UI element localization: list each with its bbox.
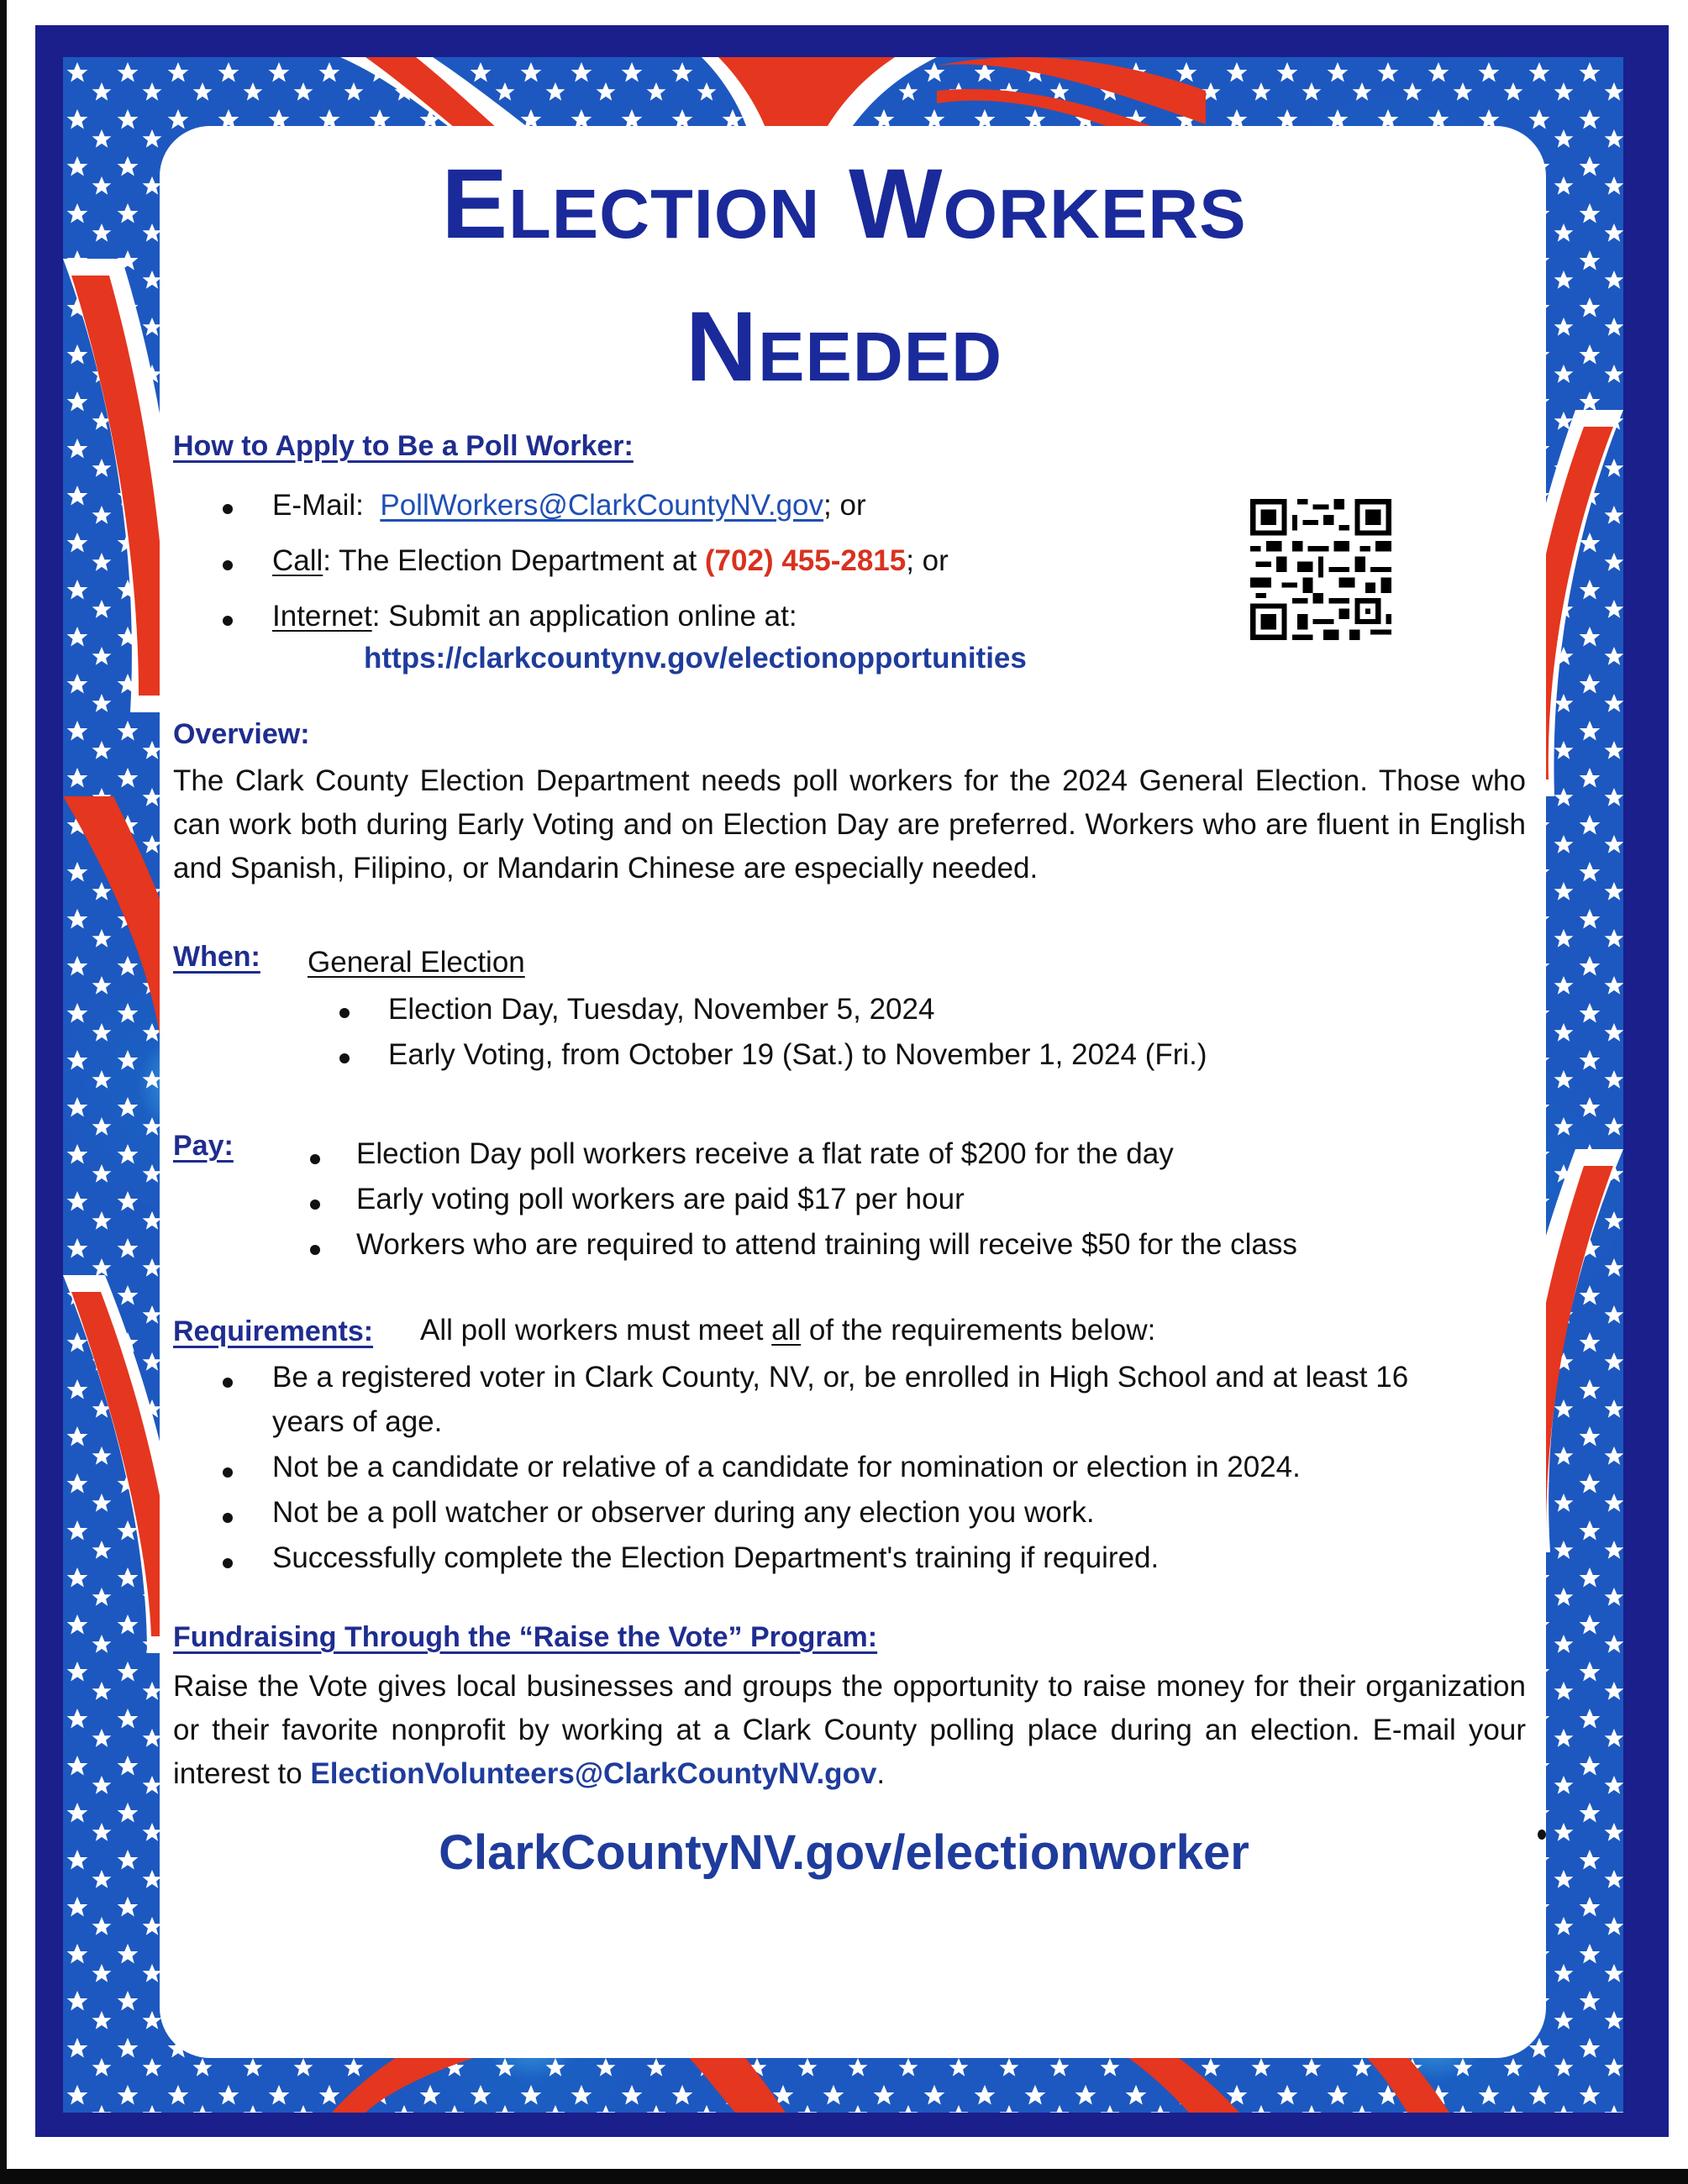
application-url-link[interactable]: https://clarkcountynv.gov/electionopportunities (364, 642, 1027, 675)
fundraising-body-end: . (876, 1757, 886, 1790)
requirement-item-training: Successfully complete the Election Department's training if required. (272, 1541, 1160, 1574)
bullet-icon (339, 1008, 350, 1018)
bullet-icon (310, 1154, 320, 1164)
requirements-intro (420, 1314, 1155, 1347)
scan-speck (1538, 1830, 1546, 1840)
bullet-icon (223, 1378, 233, 1388)
requirement-item-not-poll-watcher: Not be a poll watcher or observer during any election you work. (272, 1496, 1095, 1529)
bullet-icon (310, 1245, 320, 1255)
pay-heading: Pay: (173, 1130, 234, 1162)
requirements-heading: Requirements: (173, 1315, 374, 1347)
bullet-icon (223, 504, 233, 514)
bullet-icon (339, 1053, 350, 1063)
title-line-1: Election Workers (441, 149, 1247, 260)
fundraising-heading: Fundraising Through the “Raise the Vote” Program: (173, 1621, 878, 1653)
internet-label: Internet (272, 600, 372, 633)
call-label: Call (272, 544, 323, 577)
bullet-icon (223, 560, 233, 570)
fundraising-body (173, 1665, 1526, 1796)
overview-heading: Overview: (173, 718, 310, 750)
title-line-2: Needed (685, 291, 1003, 402)
requirement-item-registered-voter: Be a registered voter in Clark County, NV, or, be enrolled in High School and at least 16 (272, 1361, 1409, 1394)
call-suffix: ; or (906, 544, 949, 577)
fundraising-body-text: Raise the Vote gives local businesses and groups the opportunity to raise money for their organization or their favorite nonprofit by working at a Clark County polling place during an election. E-mail your interest to (173, 1670, 1526, 1790)
pollworkers-email-link[interactable]: PollWorkers@ClarkCountyNV.gov (380, 489, 824, 522)
pay-item-election-day: Election Day poll workers receive a flat rate of $200 for the day (356, 1137, 1174, 1170)
bullet-icon (223, 1467, 233, 1478)
when-item-early-voting: Early Voting, from October 19 (Sat.) to November 1, 2024 (Fri.) (388, 1038, 1207, 1071)
scan-edge-bottom (0, 2169, 1688, 2184)
when-subheading: General Election (308, 946, 525, 979)
requirement-item-not-candidate: Not be a candidate or relative of a candidate for nomination or election in 2024. (272, 1451, 1301, 1483)
when-heading: When: (173, 941, 260, 973)
email-suffix: ; or (823, 489, 866, 522)
pay-item-early-voting: Early voting poll workers are paid $17 per hour (356, 1183, 965, 1215)
pay-item-training: Workers who are required to attend training will receive $50 for the class (356, 1228, 1297, 1261)
qr-code-icon (1245, 494, 1396, 645)
footer-url-link[interactable]: ClarkCountyNV.gov/electionworker (439, 1825, 1249, 1880)
qr-code[interactable] (1245, 494, 1396, 645)
apply-heading: How to Apply to Be a Poll Worker: (173, 430, 634, 462)
requirement-item-registered-voter-cont: years of age. (272, 1405, 443, 1438)
election-volunteers-email-link[interactable]: ElectionVolunteers@ClarkCountyNV.gov (310, 1757, 877, 1790)
bullet-icon (310, 1200, 320, 1210)
call-text: : The Election Department at (323, 544, 705, 577)
requirements-intro-text-end: of the requirements below: (801, 1314, 1156, 1347)
apply-call-line (272, 544, 949, 578)
apply-internet-line (272, 600, 797, 633)
when-item-election-day: Election Day, Tuesday, November 5, 2024 (388, 993, 935, 1026)
phone-number[interactable]: (702) 455-2815 (704, 544, 907, 577)
bullet-icon (223, 1513, 233, 1523)
email-label: E-Mail: (272, 489, 364, 522)
bullet-icon (223, 616, 233, 626)
bullet-icon (223, 1558, 233, 1568)
requirements-intro-emphasis: all (771, 1314, 802, 1347)
apply-email-line (272, 489, 866, 522)
internet-text: : Submit an application online at: (371, 600, 797, 633)
overview-body: The Clark County Election Department needs poll workers for the 2024 General Election. Those who can work both during Early Voting and on Election Day are preferred. Workers who are fluent in English and Spanish, Filipino, or Mandarin Chinese are especially needed. (173, 764, 1526, 885)
requirements-intro-text: All poll workers must meet (420, 1314, 772, 1347)
